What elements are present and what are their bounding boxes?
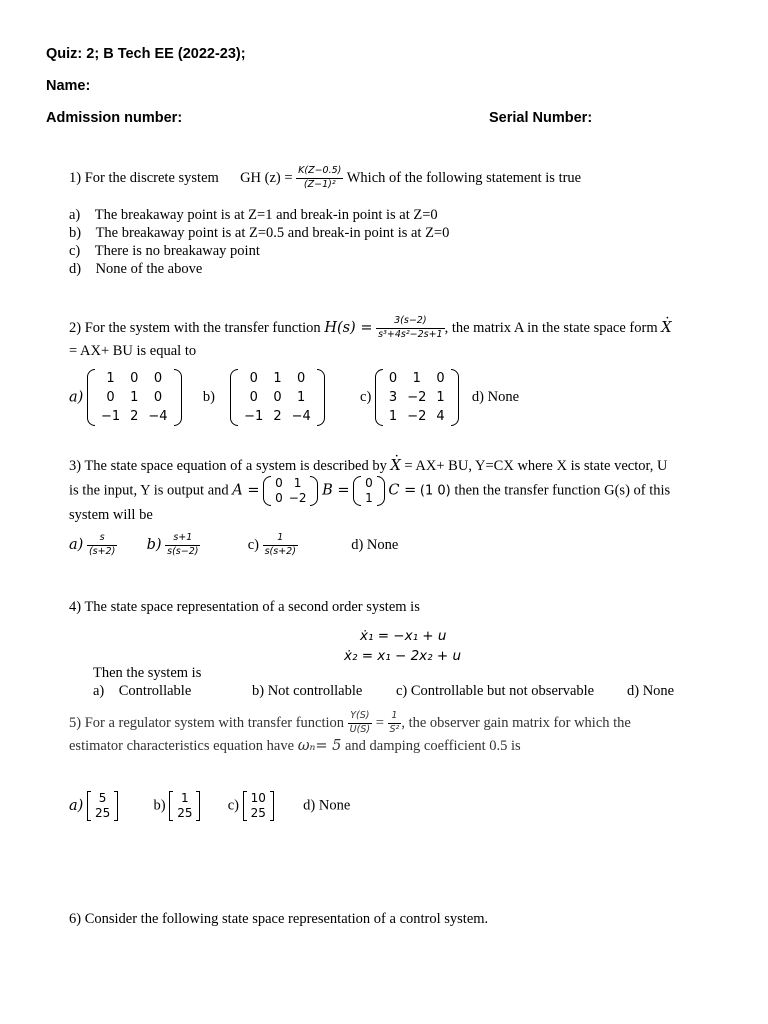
q4-then: Then the system is [93,665,202,681]
q3-c-vals: (1 0) [419,483,451,499]
q2-xdot: X · [661,320,671,336]
q1-suffix: Which of the following statement is true [346,169,582,186]
q3-option-d: d) None [351,536,399,553]
q3-label-a: a) [69,536,84,553]
q3-c-eq: C = [388,482,417,499]
q5-label-b: b) [153,797,166,814]
q3-fraction-b: $\frac{s+1}{s(s-2)}$ [167,532,199,557]
q5-vector-c: 10 25 [243,791,274,821]
q5-prefix: 5) For a regulator system with transfer function [69,714,345,731]
q2-label-b: b) [202,389,215,405]
question-1 [69,166,581,191]
q5-line2b: and damping coefficient 0.5 is [345,738,521,754]
q3-line2a: is the input, Y is output and [69,482,229,499]
q5-vector-b: 1 25 [169,791,200,821]
q2-line2: = AX+ BU is equal to [69,343,197,359]
q1-gh: GH (z) = [240,169,293,186]
q2-label-c: c) [360,389,372,405]
q5-label-c: c) [227,797,239,814]
q5-fraction-1: $\frac{Y(S)}{U(S)}$ [349,710,371,735]
q5-suffix: , the observer gain matrix for which the [401,714,631,731]
q4-equation-2: ẋ₂ = x₁ − 2x₂ + u [344,648,462,664]
q2-fraction: $\frac{3(s-2)}{\text{s³+4s²−2s+1}}$ [378,315,443,340]
q5-label-a: a) [69,798,84,814]
q5-omega: ωₙ= 5 [297,738,342,754]
q3-line3: system will be [69,507,153,523]
q3-line2 [69,476,670,506]
q2-options [69,369,519,426]
q2-prefix: 2) For the system with the transfer function [69,319,321,336]
q1-fraction: $\frac{K(Z-0.5)}{\text{(Z−1)²}}$ [298,165,342,190]
q1-option-b: b) The breakaway point is at Z=0.5 and break-in point is at Z=0 [69,225,450,241]
q4-equation-1: ẋ₁ = −x₁ + u [360,628,447,644]
q2-matrix-c: 0 1 0 3 −2 1 1 −2 4 [375,369,459,426]
q4-prefix: 4) The state space representation of a second order system is [69,599,420,615]
q2-label-d: d) None [471,389,520,405]
q5-line2 [69,738,521,755]
q2-hs: H(s) = [324,319,373,336]
q3-matrix-b: 0 1 [353,476,385,506]
q3-matrix-a: 0 1 0 −2 [263,476,318,506]
name-label: Name: [46,78,91,94]
serial-number-label: Serial Number: [489,110,593,126]
q1-option-a: a) The breakaway point is at Z=1 and break-in point is at Z=0 [69,207,438,223]
q1-prefix: 1) For the discrete system [69,169,219,186]
q4-option-a: a) Controllable [93,683,192,699]
q3-fraction-c: $\frac{1}{s(s+2)}$ [264,532,296,557]
q5-fraction-2: $\frac{1}{\text{S²}}$ [389,710,400,735]
question-2 [69,316,672,341]
q5-line2a: estimator characteristics equation have [69,738,295,754]
q3-options [69,533,398,558]
admission-number-label: Admission number: [46,110,183,126]
q3-line1 [69,458,667,475]
q3-a-eq: A = [232,482,260,499]
q3-xdot: X · [390,458,400,474]
q3-label-b: b) [146,536,162,553]
q3-b-eq: B = [322,482,350,499]
q3-line1b: = AX+ BU, Y=CX where X is state vector, U [404,458,668,474]
q2-label-a: a) [69,389,84,406]
q2-suffix: , the matrix A in the state space form [444,319,658,336]
q5-label-d: d) None [303,797,351,814]
q4-option-c: c) Controllable but not observable [396,683,595,699]
q3-label-c: c) [247,536,259,553]
q5-line1 [69,711,631,736]
q1-option-c: c) There is no breakaway point [69,243,260,259]
q6-text: 6) Consider the following state space representation of a control system. [69,911,489,927]
q2-matrix-b: 0 1 0 0 0 1 −1 2 −4 [230,369,325,426]
q3-fraction-a: $\frac{s}{(s+2)}$ [88,532,116,557]
q5-options [69,791,350,821]
q2-matrix-a: 1 0 0 0 1 0 −1 2 −4 [87,369,182,426]
q4-option-b: b) Not controllable [252,683,363,699]
q4-option-d: d) None [627,683,675,699]
q5-vector-a: 5 25 [87,791,118,821]
q3-line1a: 3) The state space equation of a system is described by [69,458,387,474]
quiz-title: Quiz: 2; B Tech EE (2022-23); [46,46,246,62]
q3-line2b: then the transfer function G(s) of this [454,482,671,499]
q1-option-d: d) None of the above [69,261,203,277]
q5-eq: = [375,714,384,731]
